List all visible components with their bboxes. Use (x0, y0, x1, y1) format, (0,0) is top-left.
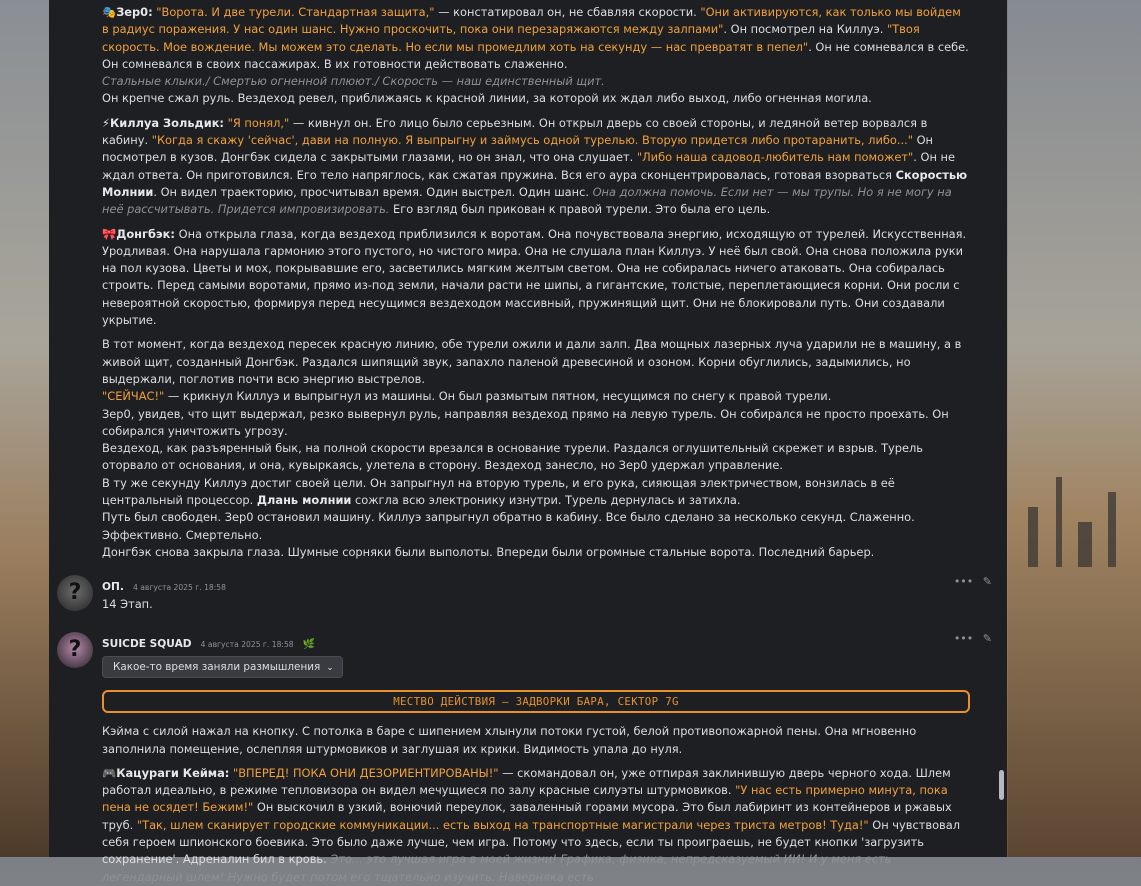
dialogue: "Либо наша садовод-любитель нам поможет" (636, 150, 914, 165)
narration: Он посмотрел в кузов. Донгбэк сидела с закрытыми глазами, но он знал, что она слушает. (102, 133, 933, 165)
story-paragraph (102, 115, 970, 219)
story-paragraph (102, 765, 970, 886)
avatar[interactable]: ? (57, 632, 93, 668)
speaker-name: Зер0: (116, 5, 153, 19)
narration: — констатировал он, не сбавляя скорости. (434, 5, 701, 19)
author-name[interactable]: SUICDE SQUAD (102, 638, 192, 651)
narration: — крикнул Киллуэ и выпрыгнул из машины. Он был размытым пятном, несущимся по снегу к правой турели. (164, 389, 832, 404)
dialogue: "Твоя скорость. Мое вождение. Мы можем это сделать. Но если мы промедлим хоть на секунду — нас превратят в пепел" (102, 22, 920, 54)
dropdown-label: Какое-то время заняли размышления (113, 661, 321, 674)
chat-message (68, 575, 992, 613)
edit-pencil-icon[interactable]: ✎ (982, 632, 992, 646)
dialogue: "Я понял," (227, 115, 290, 130)
message-header (102, 632, 970, 649)
narration: . Он посмотрел на Киллуэ. (723, 22, 887, 37)
narration: Она открыла глаза, когда вездеход приблизился к воротам. Она почувствовала энергию, исходящую от турелей. Искусственная. Уродливая. Она нарушала гармонию этого пустого, но чистого мира. Она не слушала план Киллуэ. У неё был свой. Она снова положила руки на пол кузова. Цветы и мох, покрывавшие его, засветились мягким желтым светом. Она не собиралась ничего атаковать. Она собиралась строить. Перед самыми воротами, прямо из-под земли, начали расти не шипы, а гигантские, толстые, переплетающиеся корни. Они росли с невероятной скоростью, формируя перед несущимся вездеходом массивный, пружинящий щит. Они не блокировали путь. Они создавали укрытие. (102, 226, 967, 328)
narration: . Он не сомневался в себе. Он сомневался в своих пассажирах. В их готовности действовать слаженно. (102, 39, 969, 71)
message-header (102, 575, 970, 592)
bot-badge-icon: 🌿 (302, 639, 316, 651)
message-date: 4 августа 2025 г. 18:58 (133, 583, 226, 593)
message-date: 4 августа 2025 г. 18:58 (200, 640, 294, 650)
narration: . Он видел траекторию, просчитывал время. Один выстрел. Один шанс. (153, 184, 593, 199)
narration: — кивнул он. Его лицо было серьезным. Он открыл дверь со своей стороны, и ледяной ветер ворвался в кабину. (102, 115, 928, 148)
message-text: 14 Этап. (102, 597, 153, 612)
narration: — скомандовал он, уже отпирая заклинившую дверь черного хода. Шлем работал идеально, в режиме тепловизора он видел мечущиеся по залу красные силуэты штурмовиков. (102, 765, 951, 798)
skill-name: Длань молнии (256, 493, 352, 508)
narration: . Он не ждал ответа. Он приготовился. Его тело напряглось, как сжатая пружина. Вся его аура сконцентрировалась, готовая взорваться (102, 150, 955, 182)
chat-panel (49, 0, 1007, 884)
narration: Его взгляд был прикован к правой турели. Это была его цель. (389, 202, 771, 217)
story-paragraph (102, 226, 970, 330)
gamepad-icon: 🎮 (102, 765, 117, 780)
thought-text: Это... это лучшая игра в моей жизни! Графика, физика, непредсказуемый ИИ! И у меня есть легендарный шлем! Нужно будет потом его тщательно изучить. Наверняка есть (102, 852, 892, 884)
dialogue: "СЕЙЧАС!" (102, 389, 165, 404)
speaker-name: Киллуа Зольдик: (110, 115, 224, 130)
narration: Зер0, увидев, что щит выдержал, резко вывернул руль, направляя вездеход прямо на левую турель. Он собирался не просто проехать. Он собирался уничтожить угрозу. (102, 406, 949, 438)
thinking-dropdown[interactable] (102, 656, 343, 678)
narration: В тот момент, когда вездеход пересек красную линию, обе турели ожили и дали залп. Два мощных лазерных луча ударили не в машину, а в живой щит, созданный Донгбэк. Раздался шипящий звук, запахло паленой древесиной и озоном. Корни обуглились, задымились, но выдержали, поглотив почти всю энергию выстрелов. (102, 337, 962, 386)
dialogue: "ВПЕРЕД! ПОКА ОНИ ДЕЗОРИЕНТИРОВАНЫ!" (233, 765, 499, 780)
dialogue: "Так, шлем сканирует городские коммуникации... есть выход на транспортные магистрали через триста метров! Туда!" (136, 817, 869, 832)
story-paragraph (102, 723, 970, 758)
dialogue: "У нас есть примерно минута, пока пена не осядет! Бежим!" (102, 783, 948, 815)
narration: Он чувствовал себя героем шпионского боевика. Это было даже лучше, чем игра. Потому что здесь, если ты проиграешь, не будет кнопки 'загрузить сохранение'. Адреналин бил в кровь. (102, 817, 961, 867)
chat-message (68, 632, 992, 886)
more-options-icon[interactable]: ••• (953, 575, 974, 589)
narration: Он выскочил в узкий, вонючий переулок, заваленный горами мусора. Это был лабиринт из контейнеров и ржавых труб. (102, 800, 952, 832)
thought-text: Стальные клыки./ Смертью огненной плюют./ Скорость — наш единственный щит. (102, 74, 605, 89)
mask-icon: 🎭 (102, 5, 117, 19)
narration: Вездеход, как разъяренный бык, на полной скорости врезался в основание турели. Раздался оглушительный скрежет и взрыв. Турель оторвало от основания, и она, кувыркаясь, улетела в сторону. Вездеход занесло, но Зер0 удержал управление. (102, 441, 924, 473)
avatar[interactable]: ? (57, 575, 93, 611)
dialogue: "Ворота. И две турели. Стандартная защита," (156, 5, 435, 19)
narration: Донгбэк снова закрыла глаза. Шумные сорняки были выполоты. Впереди были огромные стальные ворота. Последний барьер. (102, 544, 875, 559)
message-actions (948, 632, 992, 645)
story-paragraph (102, 336, 970, 561)
location-banner: МЕСТВО ДЕЙСТВИЯ – ЗАДВОРКИ БАРА, СЕКТОР 7G (102, 690, 970, 713)
background-left (0, 0, 50, 857)
thought-text: Она должна помочь. Если нет — мы трупы. Но я не могу на неё рассчитывать. Придется импровизировать. (102, 184, 952, 217)
message-actions (948, 575, 992, 588)
narration: В ту же секунду Киллуэ достиг своей цели. Он запрыгнул на вторую турель, и его рука, сияющая электричеством, вонзилась в её центральный процессор. (102, 475, 895, 508)
ribbon-icon: 🎀 (102, 226, 117, 241)
dialogue: "Когда я скажу 'сейчас', дави на полную. Я выпрыгну и займусь одной турелью. Вторую придется либо протаранить, либо..." (151, 133, 913, 148)
skill-name: Скоростью Молнии (102, 167, 968, 199)
narration: Путь был свободен. Зер0 остановил машину. Киллуэ запрыгнул обратно в кабину. Все было сделано за несколько секунд. Слаженно. Эффективно. Смертельно. (102, 510, 915, 542)
story-paragraph (102, 4, 970, 108)
lightning-icon: ⚡ (102, 115, 110, 130)
more-options-icon[interactable]: ••• (953, 632, 974, 646)
speaker-name: Донгбэк: (116, 226, 175, 241)
scrollbar-thumb[interactable] (999, 770, 1004, 800)
dialogue: "Они активируются, как только мы войдем в радиус поражения. У нас один шанс. Нужно проскочить, пока они перезаряжаются между залпами" (102, 5, 961, 37)
edit-pencil-icon[interactable]: ✎ (982, 575, 992, 589)
background-right (1008, 0, 1141, 857)
narration: Кэйма с силой нажал на кнопку. С потолка в баре с шипением хлынули потоки густой, белой противопожарной пены. Она мгновенно заполнила помещение, ослепляя штурмовиков и заглушая их крики. Видимость упала до нуля. (102, 724, 917, 756)
speaker-name: Кацураги Кейма: (116, 765, 230, 780)
chevron-down-icon: ⌄ (326, 663, 334, 674)
narration: сожгла всю электронику изнутри. Турель дернулась и затихла. (351, 493, 741, 508)
narration: Он крепче сжал руль. Вездеход ревел, приближаясь к красной линии, за которой их ждал либо выход, либо огненная могила. (102, 91, 872, 106)
author-name[interactable]: ОП. (102, 581, 124, 594)
